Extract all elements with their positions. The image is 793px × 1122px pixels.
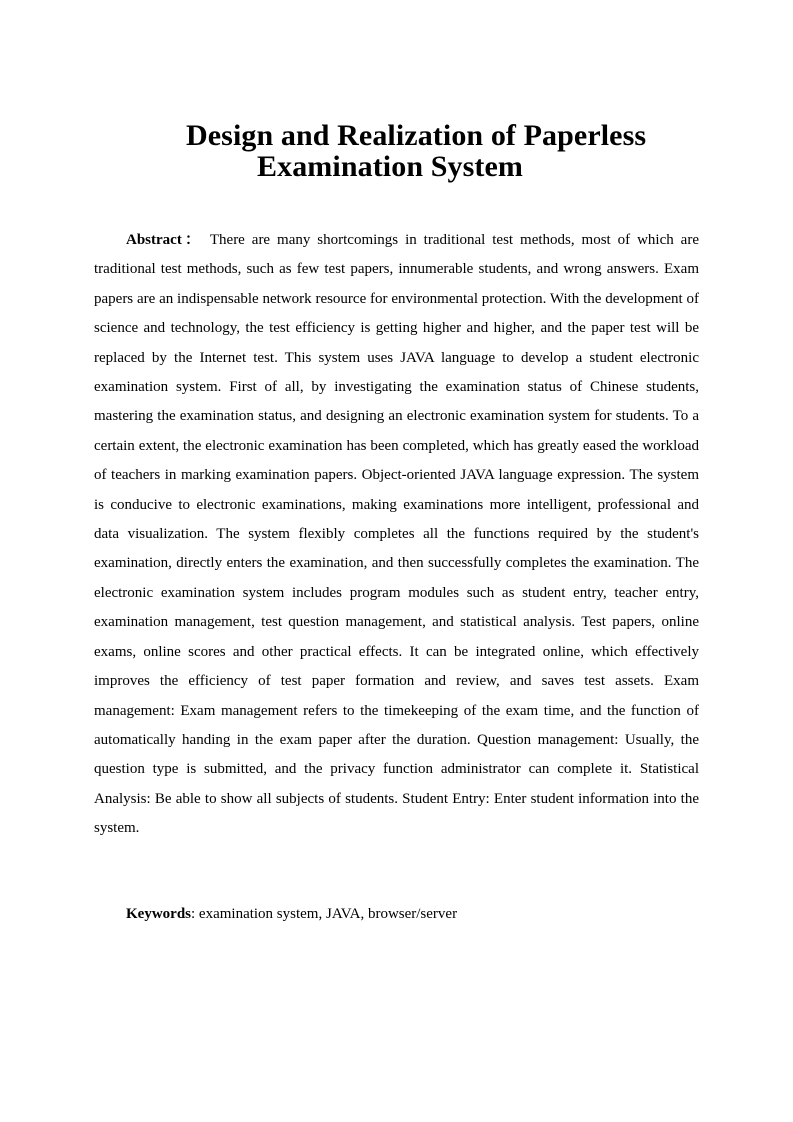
keywords-paragraph bbox=[126, 900, 699, 929]
keywords-text: : examination system, JAVA, browser/server bbox=[191, 906, 458, 922]
abstract-paragraph bbox=[94, 226, 699, 844]
abstract-text: There are many shortcomings in traditional test methods, most of which are traditional test methods, such as few test papers, innumerable students, and wrong answers. Exam papers are an indispensable network resource for environmental protection. With the development of science and technology, the test efficiency is getting higher and higher, and the paper test will be replaced by the Internet test. This system uses JAVA language to develop a student electronic examination system. First of all, by investigating the examination status of Chinese students, mastering the examination status, and designing an electronic examination system for students. To a certain extent, the electronic examination has been completed, which has greatly eased the workload of teachers in marking examination papers. Object-oriented JAVA language expression. The system is conducive to electronic examinations, making examinations more intelligent, professional and data visualization. The system flexibly completes all the functions required by the student's examination, directly enters the examination, and then successfully completes the examination. The electronic examination system includes program modules such as student entry, teacher entry, examination management, test question management, and statistical analysis. Test papers, online exams, online scores and other practical effects. It can be integrated online, which effectively improves the efficiency of test paper formation and review, and saves test assets. Exam management: Exam management refers to the timekeeping of the exam time, and the function of automatically handing in the exam paper after the duration. Question management: Usually, the question type is submitted, and the privacy function administrator can complete it. Statistical Analysis: Be able to show all subjects of students. Student Entry: Enter student information into the system. bbox=[94, 232, 699, 837]
document-title bbox=[120, 120, 740, 182]
abstract-label: Abstract： bbox=[126, 232, 204, 248]
title-line-2: Examination System bbox=[257, 150, 523, 183]
title-line-1: Design and Realization of Paperless bbox=[186, 119, 647, 152]
keywords-label: Keywords bbox=[126, 906, 191, 922]
